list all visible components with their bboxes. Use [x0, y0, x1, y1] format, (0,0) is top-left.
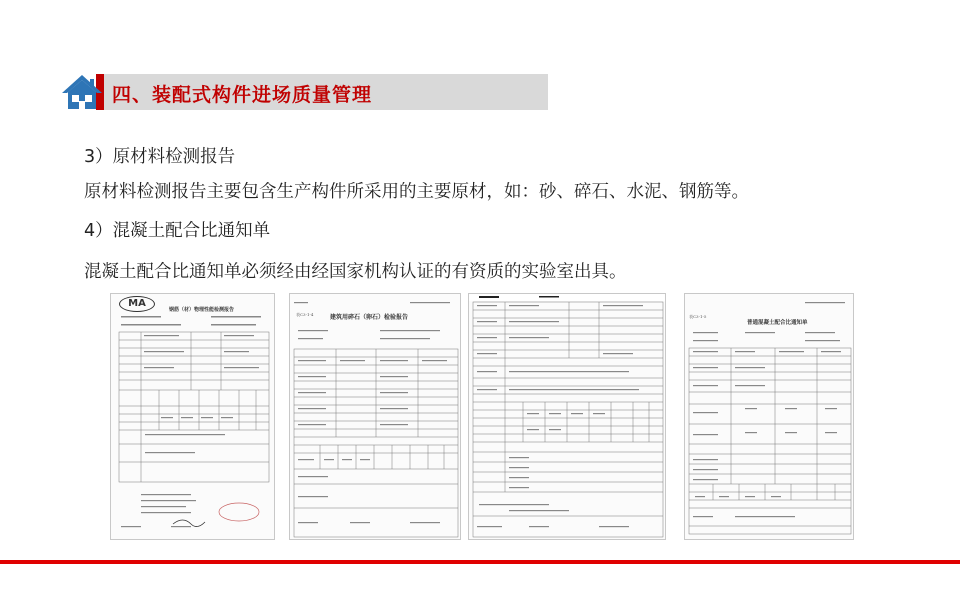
- stone-report-table: [290, 294, 461, 540]
- mix-ratio-notice-image: [684, 293, 854, 540]
- concrete-test-report-image: [468, 293, 666, 540]
- mix-ratio-notice-text: 混凝土配合比通知单必须经由经国家机构认证的有资质的实验室出具。: [84, 262, 627, 282]
- steel-report-table: [111, 294, 275, 540]
- section-title-bar: [58, 72, 548, 112]
- footer-red-line: [0, 560, 960, 564]
- crushed-stone-report-image: [289, 293, 461, 540]
- mix-notice-title: 普通混凝土配合比通知单: [747, 320, 808, 326]
- raw-material-report-heading: 3）原材料检测报告: [84, 147, 236, 167]
- stone-report-title: 建筑用碎石（卵石）检验报告: [330, 314, 409, 321]
- ma-certification-logo: MA: [119, 296, 155, 312]
- house-icon: [60, 72, 104, 112]
- steel-test-report-image: [110, 293, 275, 540]
- mix-notice-table: [685, 294, 854, 540]
- concrete-report-table: [469, 294, 666, 540]
- stone-report-form-no: 表C3-1-4: [296, 312, 314, 317]
- steel-report-title: 钢筋（材）物理性能检测报告: [169, 307, 235, 313]
- section-title: 四、装配式构件进场质量管理: [112, 84, 373, 106]
- mix-notice-form-no: 表C3-1-5: [689, 314, 707, 319]
- mix-ratio-notice-heading: 4）混凝土配合比通知单: [84, 221, 271, 241]
- raw-material-report-text: 原材料检测报告主要包含生产构件所采用的主要原材，如：砂、碎石、水泥、钢筋等。: [84, 182, 749, 202]
